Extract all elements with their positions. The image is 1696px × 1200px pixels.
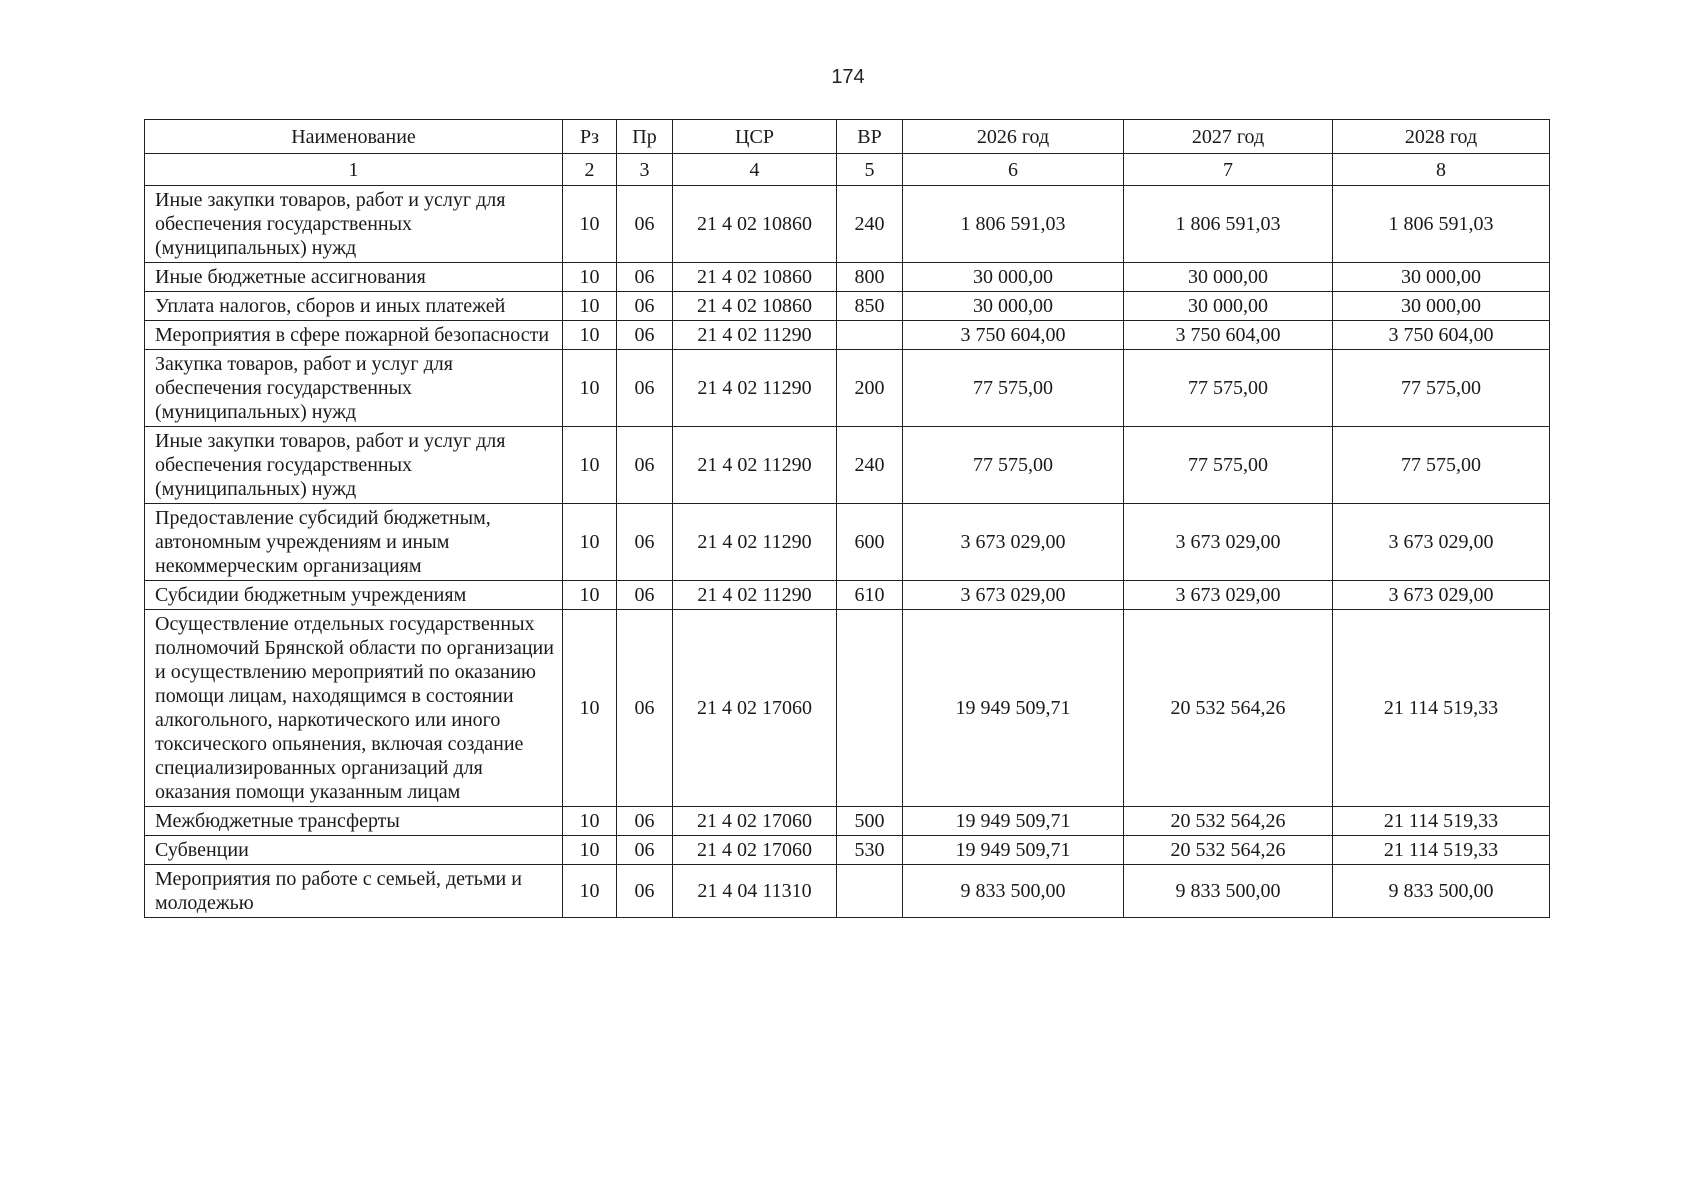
cell-rz: 10 — [563, 186, 617, 263]
column-number: 5 — [837, 154, 903, 186]
cell-csr: 21 4 02 11290 — [673, 504, 837, 581]
budget-table — [144, 119, 1550, 918]
cell-name: Закупка товаров, работ и услуг для обеспечения государственных (муниципальных) нужд — [145, 350, 563, 427]
table-row — [145, 292, 1550, 321]
cell-2027: 20 532 564,26 — [1124, 836, 1333, 865]
cell-pr: 06 — [617, 350, 673, 427]
cell-2026: 30 000,00 — [903, 292, 1124, 321]
cell-rz: 10 — [563, 292, 617, 321]
cell-vr — [837, 865, 903, 918]
column-number: 8 — [1333, 154, 1550, 186]
cell-2026: 3 673 029,00 — [903, 504, 1124, 581]
cell-2026: 77 575,00 — [903, 427, 1124, 504]
cell-2028: 77 575,00 — [1333, 350, 1550, 427]
cell-pr: 06 — [617, 504, 673, 581]
cell-vr: 240 — [837, 186, 903, 263]
cell-rz: 10 — [563, 807, 617, 836]
cell-name: Межбюджетные трансферты — [145, 807, 563, 836]
cell-2027: 9 833 500,00 — [1124, 865, 1333, 918]
cell-2026: 19 949 509,71 — [903, 610, 1124, 807]
cell-pr: 06 — [617, 427, 673, 504]
cell-name: Субсидии бюджетным учреждениям — [145, 581, 563, 610]
table-row — [145, 581, 1550, 610]
cell-csr: 21 4 02 11290 — [673, 350, 837, 427]
cell-2027: 20 532 564,26 — [1124, 807, 1333, 836]
table-row — [145, 350, 1550, 427]
header-2026: 2026 год — [903, 120, 1124, 154]
cell-pr: 06 — [617, 865, 673, 918]
page-number: 174 — [831, 66, 865, 88]
cell-vr: 600 — [837, 504, 903, 581]
cell-2027: 1 806 591,03 — [1124, 186, 1333, 263]
table-row — [145, 504, 1550, 581]
table-row — [145, 807, 1550, 836]
cell-2026: 1 806 591,03 — [903, 186, 1124, 263]
cell-2026: 3 750 604,00 — [903, 321, 1124, 350]
cell-name: Осуществление отдельных государственных полномочий Брянской области по организации и осуществлению мероприятий по оказанию помощи лицам, находящимся в состоянии алкогольного, наркотического или иного токсического опьянения, включая создание специализированных организаций для оказания помощи указанным лицам — [145, 610, 563, 807]
table-row — [145, 186, 1550, 263]
cell-2026: 3 673 029,00 — [903, 581, 1124, 610]
cell-vr: 240 — [837, 427, 903, 504]
cell-2026: 77 575,00 — [903, 350, 1124, 427]
cell-rz: 10 — [563, 865, 617, 918]
table-body — [145, 186, 1550, 918]
cell-rz: 10 — [563, 263, 617, 292]
cell-csr: 21 4 02 17060 — [673, 610, 837, 807]
cell-rz: 10 — [563, 836, 617, 865]
cell-vr: 610 — [837, 581, 903, 610]
cell-2027: 20 532 564,26 — [1124, 610, 1333, 807]
cell-csr: 21 4 02 10860 — [673, 263, 837, 292]
column-number-row — [145, 154, 1550, 186]
column-number: 3 — [617, 154, 673, 186]
cell-rz: 10 — [563, 581, 617, 610]
cell-rz: 10 — [563, 321, 617, 350]
cell-vr: 530 — [837, 836, 903, 865]
header-2027: 2027 год — [1124, 120, 1333, 154]
cell-2028: 30 000,00 — [1333, 263, 1550, 292]
cell-pr: 06 — [617, 581, 673, 610]
cell-rz: 10 — [563, 427, 617, 504]
cell-2027: 30 000,00 — [1124, 263, 1333, 292]
cell-csr: 21 4 02 11290 — [673, 581, 837, 610]
table-row — [145, 427, 1550, 504]
cell-2027: 30 000,00 — [1124, 292, 1333, 321]
cell-csr: 21 4 02 11290 — [673, 321, 837, 350]
cell-vr — [837, 610, 903, 807]
cell-vr: 200 — [837, 350, 903, 427]
column-number: 1 — [145, 154, 563, 186]
cell-name: Иные закупки товаров, работ и услуг для обеспечения государственных (муниципальных) нужд — [145, 427, 563, 504]
cell-name: Предоставление субсидий бюджетным, автономным учреждениям и иным некоммерческим организациям — [145, 504, 563, 581]
cell-2027: 3 673 029,00 — [1124, 581, 1333, 610]
header-rz: Рз — [563, 120, 617, 154]
cell-csr: 21 4 04 11310 — [673, 865, 837, 918]
cell-2028: 30 000,00 — [1333, 292, 1550, 321]
header-csr: ЦСР — [673, 120, 837, 154]
cell-rz: 10 — [563, 504, 617, 581]
cell-2028: 21 114 519,33 — [1333, 807, 1550, 836]
column-number: 2 — [563, 154, 617, 186]
column-number: 7 — [1124, 154, 1333, 186]
cell-name: Мероприятия в сфере пожарной безопасности — [145, 321, 563, 350]
cell-2027: 77 575,00 — [1124, 427, 1333, 504]
cell-vr: 800 — [837, 263, 903, 292]
table-row — [145, 865, 1550, 918]
cell-2028: 77 575,00 — [1333, 427, 1550, 504]
table-row — [145, 263, 1550, 292]
cell-2028: 1 806 591,03 — [1333, 186, 1550, 263]
column-number: 4 — [673, 154, 837, 186]
cell-2028: 21 114 519,33 — [1333, 836, 1550, 865]
header-vr: ВР — [837, 120, 903, 154]
cell-2026: 9 833 500,00 — [903, 865, 1124, 918]
cell-rz: 10 — [563, 610, 617, 807]
cell-pr: 06 — [617, 263, 673, 292]
cell-pr: 06 — [617, 186, 673, 263]
cell-2026: 19 949 509,71 — [903, 836, 1124, 865]
cell-name: Иные закупки товаров, работ и услуг для обеспечения государственных (муниципальных) нужд — [145, 186, 563, 263]
header-name: Наименование — [145, 120, 563, 154]
cell-2028: 21 114 519,33 — [1333, 610, 1550, 807]
header-pr: Пр — [617, 120, 673, 154]
table-row — [145, 321, 1550, 350]
cell-csr: 21 4 02 10860 — [673, 292, 837, 321]
cell-2027: 77 575,00 — [1124, 350, 1333, 427]
cell-2026: 30 000,00 — [903, 263, 1124, 292]
cell-csr: 21 4 02 17060 — [673, 836, 837, 865]
cell-csr: 21 4 02 17060 — [673, 807, 837, 836]
cell-name: Мероприятия по работе с семьей, детьми и молодежью — [145, 865, 563, 918]
table-row — [145, 610, 1550, 807]
cell-pr: 06 — [617, 610, 673, 807]
cell-2027: 3 750 604,00 — [1124, 321, 1333, 350]
cell-vr: 850 — [837, 292, 903, 321]
cell-2027: 3 673 029,00 — [1124, 504, 1333, 581]
cell-name: Уплата налогов, сборов и иных платежей — [145, 292, 563, 321]
cell-2028: 3 673 029,00 — [1333, 504, 1550, 581]
cell-pr: 06 — [617, 807, 673, 836]
cell-name: Субвенции — [145, 836, 563, 865]
cell-csr: 21 4 02 11290 — [673, 427, 837, 504]
cell-pr: 06 — [617, 836, 673, 865]
cell-2028: 9 833 500,00 — [1333, 865, 1550, 918]
cell-pr: 06 — [617, 292, 673, 321]
cell-name: Иные бюджетные ассигнования — [145, 263, 563, 292]
header-2028: 2028 год — [1333, 120, 1550, 154]
table-header-row — [145, 120, 1550, 154]
cell-2026: 19 949 509,71 — [903, 807, 1124, 836]
cell-pr: 06 — [617, 321, 673, 350]
cell-2028: 3 750 604,00 — [1333, 321, 1550, 350]
cell-csr: 21 4 02 10860 — [673, 186, 837, 263]
cell-vr: 500 — [837, 807, 903, 836]
column-number: 6 — [903, 154, 1124, 186]
table-row — [145, 836, 1550, 865]
cell-vr — [837, 321, 903, 350]
cell-2028: 3 673 029,00 — [1333, 581, 1550, 610]
cell-rz: 10 — [563, 350, 617, 427]
